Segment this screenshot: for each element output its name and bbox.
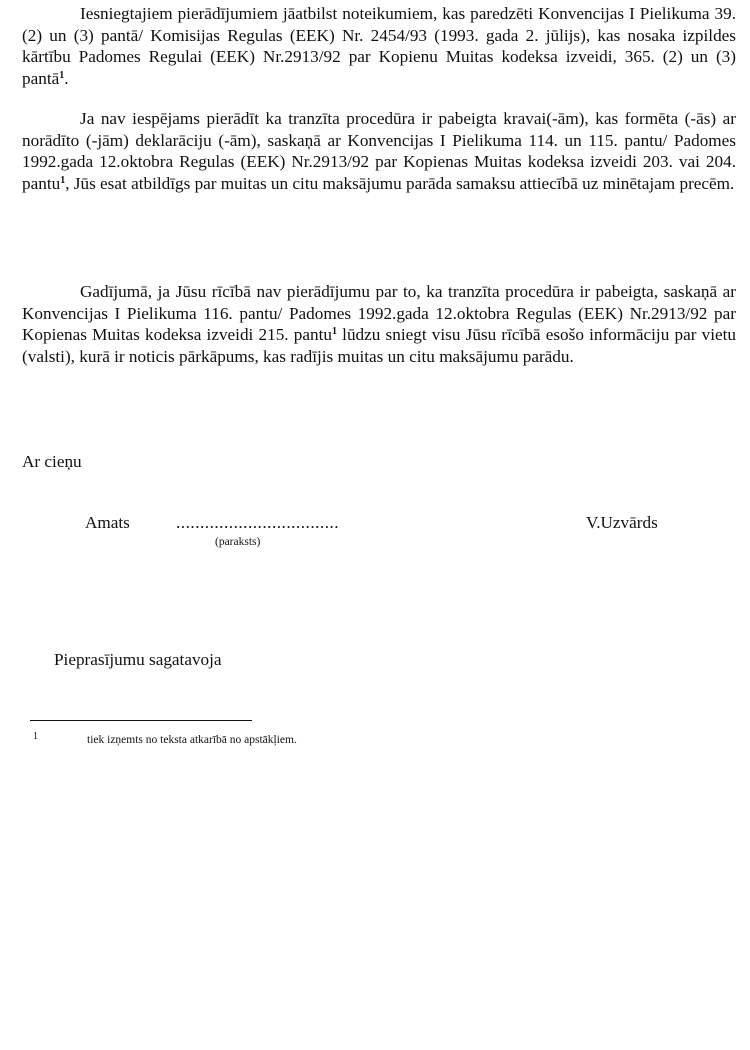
paragraph-liability (22, 108, 736, 195)
footnote-ref: 1 (59, 70, 65, 82)
paragraph2-text-a: Ja nav iespējams pierādīt ka tranzīta procedūra ir pabeigta kravai(-ām), kas formēta (-ās) ar norādīto (-jām) deklarāciju (-ām), saskaņā ar Konvencijas I Pielikuma 114. un 115. pantu/ Padomes 1992.gada 12.oktobra Regulas (EEK) Nr.2913/92 par Kopienas Muitas kodeksa izveidi 203. vai 204. pantu (22, 109, 736, 194)
signer-role: Amats (85, 513, 130, 532)
paragraph-evidence-requirements (22, 3, 736, 90)
paragraph-information-request (22, 281, 736, 368)
closing-salutation: Ar cieņu (22, 452, 82, 471)
footnote-number: 1 (33, 731, 38, 742)
signature-label: (paraksts) (215, 536, 261, 548)
prepared-by: Pieprasījumu sagatavoja (54, 650, 222, 669)
footnote-ref: 1 (331, 326, 337, 338)
footnote-text: tiek izņemts no teksta atkarībā no apstākļiem. (87, 734, 297, 746)
paragraph1-text: Iesniegtajiem pierādījumiem jāatbilst noteikumiem, kas paredzēti Konvencijas I Pielikuma 39. (2) un (3) pantā/ Komisijas Regulas (EEK) Nr. 2454/93 (1993. gada 2. jūlijs), kas nosaka izpildes kārtību Padomes Regulai (EEK) Nr.2913/92 par Kopienu Muitas kodeksa izveidi, 365. (2) un (3) pantā (22, 4, 736, 89)
paragraph3-text-b: lūdzu sniegt visu Jūsu rīcībā esošo informāciju par vietu (valsti), kurā ir noticis pārkāpums, kas radījis muitas un citu maksājumu parādu. (22, 325, 736, 367)
footnote-divider (30, 720, 252, 721)
paragraph3-text-a: Gadījumā, ja Jūsu rīcībā nav pierādījumu par to, ka tranzīta procedūra ir pabeigta, saskaņā ar Konvencijas I Pielikuma 116. pantu/ Padomes 1992.gada 12.oktobra Regulas (EEK) Nr.2913/92 par Kopienas Muitas kodeksa izveidi 215. pantu (22, 282, 736, 345)
signature-line: .................................. (176, 513, 340, 532)
paragraph1-end: . (64, 69, 69, 89)
footnote-ref: 1 (60, 175, 66, 187)
paragraph2-text-b: , Jūs esat atbildīgs par muitas un citu maksājumu parāda samaksu attiecībā uz minētajam precēm. (65, 174, 735, 194)
signer-name: V.Uzvārds (586, 513, 658, 532)
